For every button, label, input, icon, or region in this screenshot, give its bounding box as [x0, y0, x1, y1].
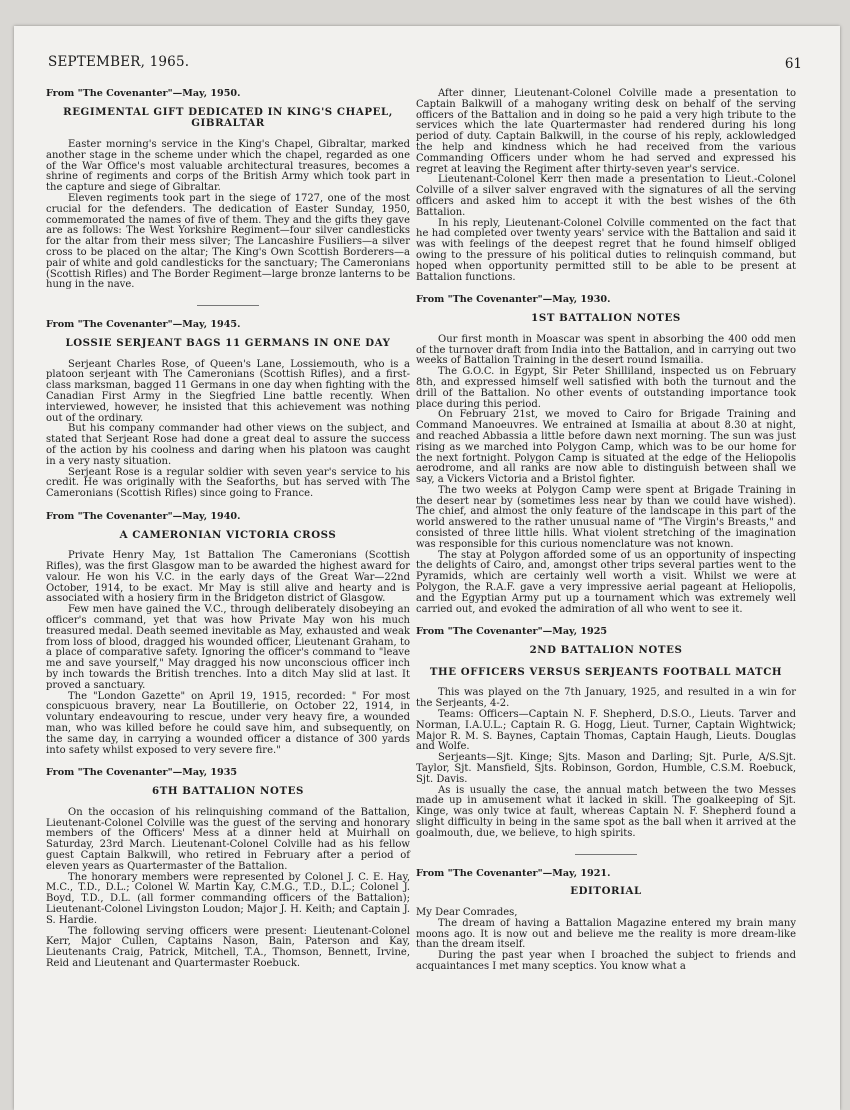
article-paragraph: Teams: Officers—Captain N. F. Shepherd, D.S.O., Lieuts. Tarver and Norman, I.A.U.L.; Captain R. G. Hogg, Lieut. Turner, Captain Wightwick; Major R. M. S. Baynes, Captain Thomas, Captain Haugh, Lieuts. Douglas and Wolfe.: [416, 709, 796, 753]
article-paragraph: The two weeks at Polygon Camp were spent at Brigade Training in the desert near by (sometimes less near by than we could have wished). The chief, and almost the only feature of the landscape in this part of the world answered to the rather unusual name of "The Virgin's Breasts," and consisted of three little hills. What violent stretching of the imagination was responsible for this curious nomenclature was not known.: [416, 484, 796, 550]
article-paragraph: Serjeant Charles Rose, of Queen's Lane, Lossiemouth, who is a platoon serjeant with The Cameronians (Scottish Rifles), and a first-class marksman, bagged 11 Germans in one day when fighting with the Canadian First Army in the Siegfried Line battle recently. When interviewed, however, he insisted that this achievement was nothing out of the ordinary.: [46, 358, 410, 424]
article-paragraph: As is usually the case, the annual match between the two Messes made up in amusement what it lacked in skill. The goalkeeping of Sjt. Kinge, was only twice at fault, whereas Captain N. F. Shepherd found a slight difficulty in being in the same spot as the ball when it arrived at the goalmouth, due, we believe, to high spirits.: [416, 784, 796, 839]
article-2nd-battalion: [416, 627, 796, 839]
salutation: My Dear Comrades,: [416, 906, 518, 918]
article-editorial: [416, 869, 796, 973]
article-paragraph: The honorary members were represented by Colonel J. C. E. Hay, M.C., T.D., D.L.; Colonel W. Martin Kay, C.M.G., T.D., D.L.; Colonel J. Boyd, T.D., D.L. (all former commanding officers of the Battalion); Lieutenant-Colonel Livingston Loudon; Major J. H. Keith; and Captain J. S. Hardie.: [46, 871, 410, 926]
article-victoria-cross: [46, 512, 410, 757]
article-paragraph: The "London Gazette" on April 19, 1915, recorded: " For most conspicuous bravery, near La Boutillerie, on October 22, 1914, in voluntary endeavouring to rescue, under very heavy fire, a wounded man, who was killed before he could save him, and subsequently, on the same day, in carrying a wounded officer a distance of 300 yards into safety whilst exposed to very severe fire.": [46, 690, 410, 756]
article-source: From "The Covenanter"—May, 1945.: [46, 319, 241, 331]
article-source: From "The Covenanter"—May, 1950.: [46, 88, 241, 99]
magazine-page: [14, 26, 840, 1110]
article-6th-battalion: [46, 768, 410, 969]
article-paragraph: The dream of having a Battalion Magazine entered my brain many moons ago. It is now out and believe me the reality is more dream-like than the dream itself.: [416, 917, 796, 951]
issue-date: SEPTEMBER, 1965.: [48, 54, 190, 70]
article-headline: 1ST BATTALION NOTES: [531, 312, 681, 325]
article-paragraph: Easter morning's service in the King's Chapel, Gibraltar, marked another stage in the scheme under which the chapel, regarded as one of the War Office's most valuable architectural treasures, becomes a shrine of regiments and corps of the British Army which took part in the capture and siege of Gibraltar.: [46, 138, 410, 194]
article-paragraph: Private Henry May, 1st Battalion The Cameronians (Scottish Rifles), was the first Glasgow man to be awarded the highest award for valour. He won his V.C. in the early days of the Great War—22nd October, 1914, to be exact. Mr May is still alive and hearty and is associated with a hosiery firm in the Bridgeton district of Glasgow.: [46, 550, 410, 605]
article-paragraph: Eleven regiments took part in the siege of 1727, one of the most crucial for the defenders. The dedication of Easter Sunday, 1950, commemorated the names of five of them. They and the gifts they gave are as follows: The West Yorkshire Regiment—four silver candlesticks for the altar from their mess silver; The Lancashire Fusiliers—a silver cross to be placed on the altar; The King's Own Scottish Borderers—a pair of white and gold candlesticks for the sanctuary; The Cameronians (Scottish Rifles) and The Border Regiment—large bronze lanterns to be hung in the nave.: [46, 192, 410, 291]
section-divider: [197, 305, 259, 306]
article-paragraph: Few men have gained the V.C., through deliberately disobeying an officer's command, yet that was how Private May won his much treasured medal. Death seemed inevitable as May, exhausted and weak from loss of blood, dragged his wounded officer, Lieutenant Graham, to a place of comparative safety. Ignoring the officer's command to "leave me and save yourself," May dragged his now unconscious officer inch by inch towards the British trenches. Into a ditch May slid at last. It proved a sanctuary.: [46, 604, 410, 691]
article-lossie-serjeant: [46, 320, 410, 500]
article-paragraph: On the occasion of his relinquishing command of the Battalion, Lieutenant-Colonel Colville was the guest of the serving and honorary members of the Officers' Mess at a dinner held at Muirhall on Saturday, 23rd March. Lieutenant-Colonel Colville had as his fellow guest Captain Balkwill, who retired in February after a period of eleven years as Quartermaster of the Battalion.: [46, 806, 410, 872]
article-source: From "The Covenanter"—May, 1921.: [416, 867, 611, 879]
right-column: [416, 89, 796, 973]
article-1st-battalion: [416, 295, 796, 615]
article-headline: 6TH BATTALION NOTES: [152, 785, 304, 798]
article-paragraph: This was played on the 7th January, 1925, and resulted in a win for the Serjeants, 4-2.: [416, 687, 796, 710]
article-headline: REGIMENTAL GIFT DEDICATED IN KING'S CHAPEL, GIBRALTAR: [63, 105, 393, 130]
article-paragraph: Serjeants—Sjt. Kinge; Sjts. Mason and Darling; Sjt. Purle, A/S.Sjt. Taylor, Sjt. Mansfield, Sjts. Robinson, Gordon, Humble, C.S.M. Roebuck, Sjt. Davis.: [416, 752, 796, 785]
article-paragraph: Serjeant Rose is a regular soldier with seven year's service to his credit. He was originally with the Seaforths, but has served with The Cameronians (Scottish Rifles) since going to France.: [46, 466, 410, 500]
article-paragraph: After dinner, Lieutenant-Colonel Colville made a presentation to Captain Balkwill of a mahogany writing desk on behalf of the serving officers of the Battalion and in doing so he paid a very high tribute to the services which the late Quartermaster had rendered during his long period of duty. Captain Balkwill, in the course of his reply, acklowledged the help and kindness which he had received from the various Commanding Officers under whom he had served and expressed his regret at leaving the Regiment after thirty-seven year's service.: [416, 88, 796, 175]
article-headline: EDITORIAL: [570, 885, 642, 898]
section-divider: [575, 854, 637, 855]
article-paragraph: But his company commander had other views on the subject, and stated that Serjeant Rose had done a great deal to assure the success of the action by his coolness and daring when his platoon was caught in a very nasty situation.: [46, 423, 410, 467]
article-headline: A CAMERONIAN VICTORIA CROSS: [119, 528, 337, 541]
article-source: From "The Covenanter"—May, 1925: [416, 626, 608, 638]
page-header: [48, 54, 802, 74]
article-paragraph: The stay at Polygon afforded some of us an opportunity of inspecting the delights of Cairo, and, amongst other trips several parties went to the Pyramids, which are certainly well worth a visit. Whilst we were at Polygon, the R.A.F. gave a very impressive aerial pageant at Heliopolis, and the Egyptian Army put up a tournament which was extremely well carried out, and evoked the admiration of all who went to see it.: [416, 549, 796, 615]
left-column: [46, 89, 410, 970]
article-paragraph: Our first month in Moascar was spent in absorbing the 400 odd men of the turnover draft from India into the Battalion, and in carrying out two weeks of Battalion Training in the desert round Ismailia.: [416, 333, 796, 367]
article-source: From "The Covenanter"—May, 1930.: [416, 294, 611, 306]
article-source: From "The Covenanter"—May, 1940.: [46, 510, 241, 522]
article-subheadline: THE OFFICERS VERSUS SERJEANTS FOOTBALL MATCH: [429, 665, 783, 678]
article-6th-battalion-continued: [416, 89, 796, 283]
article-paragraph: Lieutenant-Colonel Kerr then made a presentation to Lieut.-Colonel Colville of a silver salver engraved with the signatures of all the serving officers and asked him to accept it with the best wishes of the 6th Battalion.: [416, 174, 796, 218]
article-paragraph: The following serving officers were present: Lieutenant-Colonel Kerr, Major Cullen, Captains Nason, Bain, Paterson and Kay, Lieutenants Craig, Patrick, Mitchell, T.A., Thomson, Bennett, Irvine, Reid and Lieutenant and Quartermaster Roebuck.: [46, 925, 410, 969]
article-paragraph: During the past year when I broached the subject to friends and acquaintances I met many sceptics. You know what a: [416, 950, 796, 972]
article-paragraph: On February 21st, we moved to Cairo for Brigade Training and Command Manoeuvres. We entrained at Ismailia at about 8.30 at night, and reached Abbassia a little before dawn next morning. The sun was just rising as we marched into Polygon Camp, which was to be our home for the next fortnight. Polygon Camp is situated at the edge of the Heliopolis aerodrome, and all ranks are now able to distinguish between shall we say, a Vickers Victoria and a Bristol fighter.: [416, 409, 796, 486]
article-paragraph: The G.O.C. in Egypt, Sir Peter Shilliland, inspected us on February 8th, and expressed himself well satisfied with both the turnout and the drill of the Battalion. No other events of outstanding importance took place during this period.: [416, 366, 796, 410]
article-regimental-gift: [46, 89, 410, 291]
article-headline: 2ND BATTALION NOTES: [529, 644, 683, 657]
article-paragraph: In his reply, Lieutenant-Colonel Colville commented on the fact that he had completed over twenty years' service with the Battalion and said it was with feelings of the deepest regret that he found himself obliged owing to the pressure of his political duties to relinquish command, but hoped when opportunity permitted still to be able to be present at Battalion functions.: [416, 217, 796, 283]
article-source: From "The Covenanter"—May, 1935: [46, 767, 238, 779]
article-headline: LOSSIE SERJEANT BAGS 11 GERMANS IN ONE DAY: [65, 336, 391, 349]
page-number: 61: [784, 56, 802, 72]
